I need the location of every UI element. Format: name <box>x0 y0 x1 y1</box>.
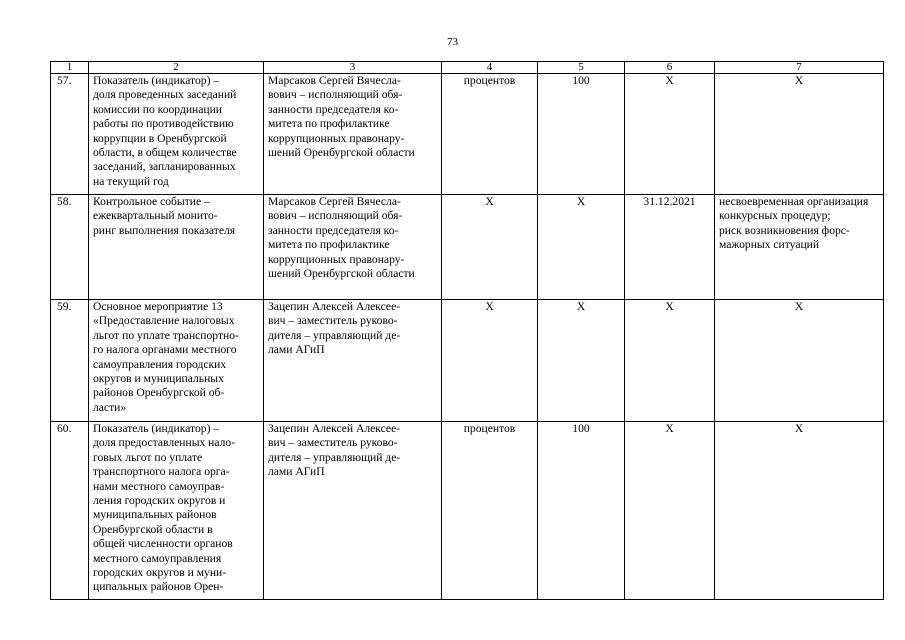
responsible-person: Марсаков Сергей Вячесла- вович – исполняющий обя- занности председателя ко- митета по профилактике коррупционных правонару- шений Оренбургской области <box>264 74 442 195</box>
risk: несвоевременная организация конкурсных процедур; риск возникновения форс- мажорных ситуаций <box>715 195 884 300</box>
item-name: Основное мероприятие 13 «Предоставление налоговых льгот по уплате транспортно- го налога органами местного самоуправления городских округов и муниципальных районов Оренбургской об- ласти» <box>89 300 264 422</box>
item-name: Показатель (индикатор) – доля предоставленных нало- говых льгот по уплате транспортного налога орга- нами местного самоуправ- ления городских округов и муниципальных районов Оренбургской области в общей численности органов местного самоуправления городских округов и муни- ципальных районов Орен- <box>89 422 264 600</box>
col-header-2: 2 <box>89 62 264 74</box>
col-header-1: 1 <box>51 62 89 74</box>
table-row <box>51 422 884 600</box>
row-number: 60. <box>51 422 89 600</box>
row-number: 58. <box>51 195 89 300</box>
col-header-7: 7 <box>715 62 884 74</box>
risk: X <box>715 300 884 422</box>
col-header-4: 4 <box>442 62 538 74</box>
col-header-6: 6 <box>625 62 715 74</box>
page-number: 73 <box>447 36 458 48</box>
target-value: 100 <box>538 422 625 600</box>
unit: процентов <box>442 422 538 600</box>
responsible-person: Зацепин Алексей Алексее- вич – заместитель руково- дителя – управляющий де- лами АГиП <box>264 300 442 422</box>
deadline: 31.12.2021 <box>625 195 715 300</box>
deadline: X <box>625 300 715 422</box>
table-row <box>51 195 884 300</box>
target-value: X <box>538 300 625 422</box>
unit: X <box>442 195 538 300</box>
risk: X <box>715 422 884 600</box>
responsible-person: Марсаков Сергей Вячесла- вович – исполняющий обя- занности председателя ко- митета по профилактике коррупционных правонару- шений Оренбургской области <box>264 195 442 300</box>
unit: X <box>442 300 538 422</box>
responsible-person: Зацепин Алексей Алексее- вич – заместитель руково- дителя – управляющий де- лами АГиП <box>264 422 442 600</box>
program-table <box>50 61 884 600</box>
column-number-row <box>51 62 884 74</box>
table-row <box>51 300 884 422</box>
row-number: 57. <box>51 74 89 195</box>
target-value: 100 <box>538 74 625 195</box>
table-row <box>51 74 884 195</box>
risk: X <box>715 74 884 195</box>
item-name: Показатель (индикатор) – доля проведенных заседаний комиссии по координации работы по противодействию коррупции в Оренбургской области, в общем количестве заседаний, запланированных на текущий год <box>89 74 264 195</box>
item-name: Контрольное событие – ежеквартальный монито- ринг выполнения показателя <box>89 195 264 300</box>
col-header-5: 5 <box>538 62 625 74</box>
row-number: 59. <box>51 300 89 422</box>
deadline: X <box>625 422 715 600</box>
target-value: X <box>538 195 625 300</box>
col-header-3: 3 <box>264 62 442 74</box>
unit: процентов <box>442 74 538 195</box>
deadline: X <box>625 74 715 195</box>
